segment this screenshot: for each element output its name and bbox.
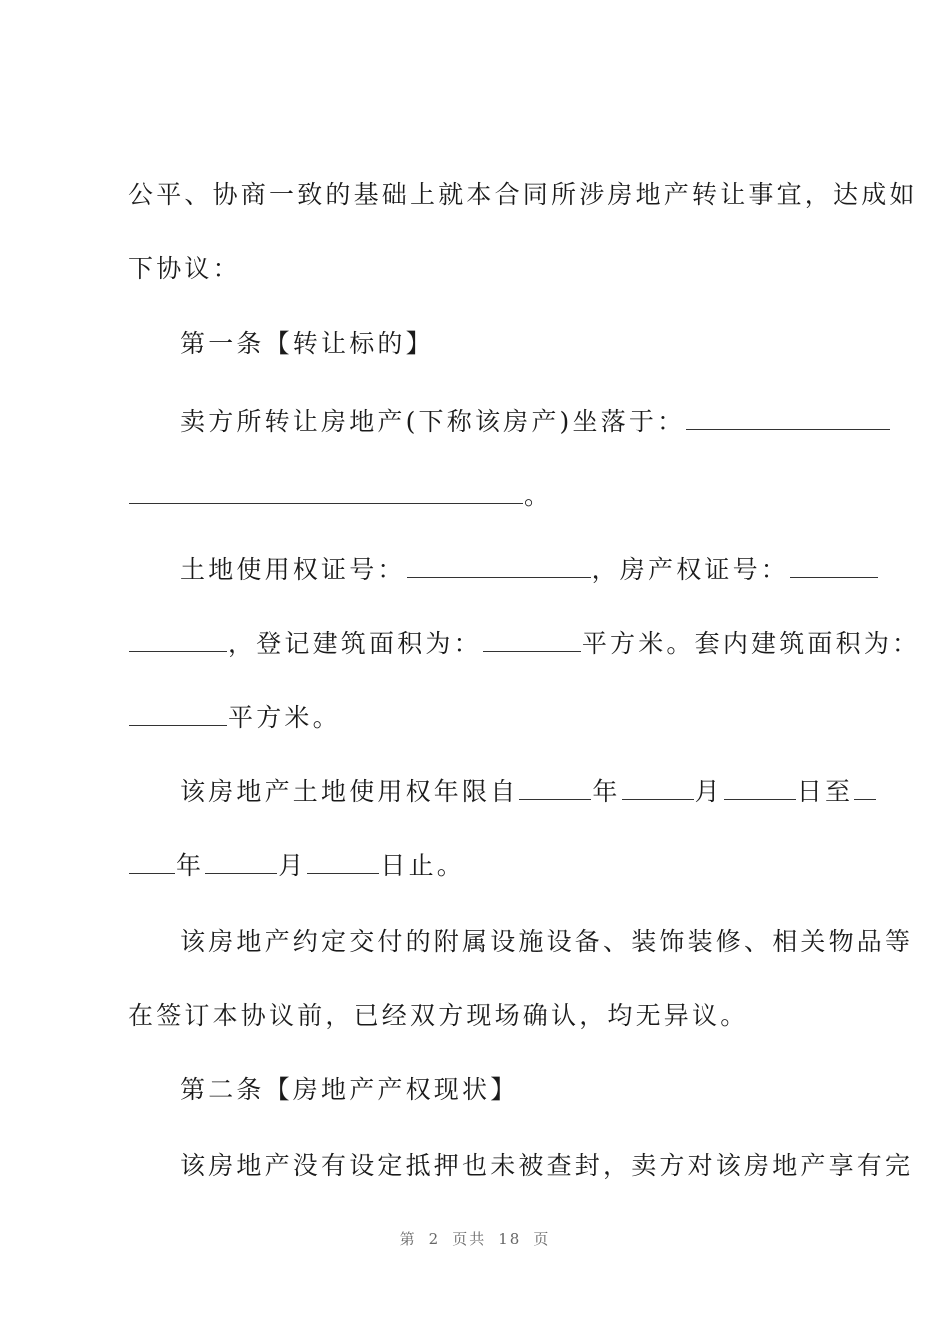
paragraph-line xyxy=(180,404,842,440)
article-title xyxy=(180,326,842,362)
text: 。 xyxy=(524,481,553,510)
text: 月 xyxy=(694,777,723,806)
paragraph-line xyxy=(128,998,842,1034)
paragraph-line xyxy=(128,177,918,213)
text: 年 xyxy=(176,851,205,880)
paragraph-line xyxy=(128,848,842,884)
text: 平方米。 xyxy=(228,703,341,732)
page-footer xyxy=(0,1228,950,1249)
text: ，房产权证号： xyxy=(591,555,790,584)
fill-blank[interactable] xyxy=(205,853,277,874)
fill-blank[interactable] xyxy=(129,705,227,726)
fill-blank[interactable] xyxy=(129,631,227,652)
paragraph-line xyxy=(128,700,842,736)
fill-blank[interactable] xyxy=(129,483,523,504)
fill-blank[interactable] xyxy=(724,779,796,800)
text: 年 xyxy=(592,777,621,806)
text: 在签订本协议前，已经双方现场确认，均无异议。 xyxy=(128,1001,749,1030)
paragraph-line xyxy=(128,478,842,514)
fill-blank[interactable] xyxy=(407,557,591,578)
paragraph-line xyxy=(180,774,854,810)
text: 下协议： xyxy=(128,254,241,283)
paragraph-line xyxy=(128,251,842,287)
footer-middle: 页共 xyxy=(452,1230,487,1248)
article-title xyxy=(180,1072,842,1108)
fill-blank[interactable] xyxy=(854,779,876,800)
text: 卖方所转让房地产(下称该房产)坐落于： xyxy=(180,407,686,436)
text: 第一条【转让标的】 xyxy=(180,329,434,358)
text: 日止。 xyxy=(380,851,466,880)
footer-suffix: 页 xyxy=(533,1230,551,1248)
text: 公平、协商一致的基础上就本合同所涉房地产转让事宜，达成如 xyxy=(128,180,918,209)
text: 月 xyxy=(278,851,307,880)
text: 该房地产约定交付的附属设施设备、装饰装修、相关物品等 xyxy=(180,927,914,956)
fill-blank[interactable] xyxy=(790,557,878,578)
text: 该房地产土地使用权年限自 xyxy=(180,777,519,806)
text: 日至 xyxy=(796,777,854,806)
text: 平方米。套内建筑面积为： xyxy=(581,629,921,658)
fill-blank[interactable] xyxy=(129,853,175,874)
fill-blank[interactable] xyxy=(307,853,379,874)
fill-blank[interactable] xyxy=(686,409,890,430)
page-number: 2 xyxy=(428,1230,441,1248)
footer-prefix: 第 xyxy=(399,1230,417,1248)
text: 该房地产没有设定抵押也未被查封，卖方对该房地产享有完 xyxy=(180,1151,914,1180)
text: 土地使用权证号： xyxy=(180,555,406,584)
paragraph-line xyxy=(180,924,914,960)
paragraph-line xyxy=(180,1148,914,1184)
fill-blank[interactable] xyxy=(622,779,694,800)
fill-blank[interactable] xyxy=(483,631,581,652)
paragraph-line xyxy=(180,552,842,588)
fill-blank[interactable] xyxy=(519,779,591,800)
text: ，登记建筑面积为： xyxy=(228,629,482,658)
page-total: 18 xyxy=(498,1230,522,1248)
text: 第二条【房地产产权现状】 xyxy=(180,1075,519,1104)
paragraph-line xyxy=(128,626,921,662)
